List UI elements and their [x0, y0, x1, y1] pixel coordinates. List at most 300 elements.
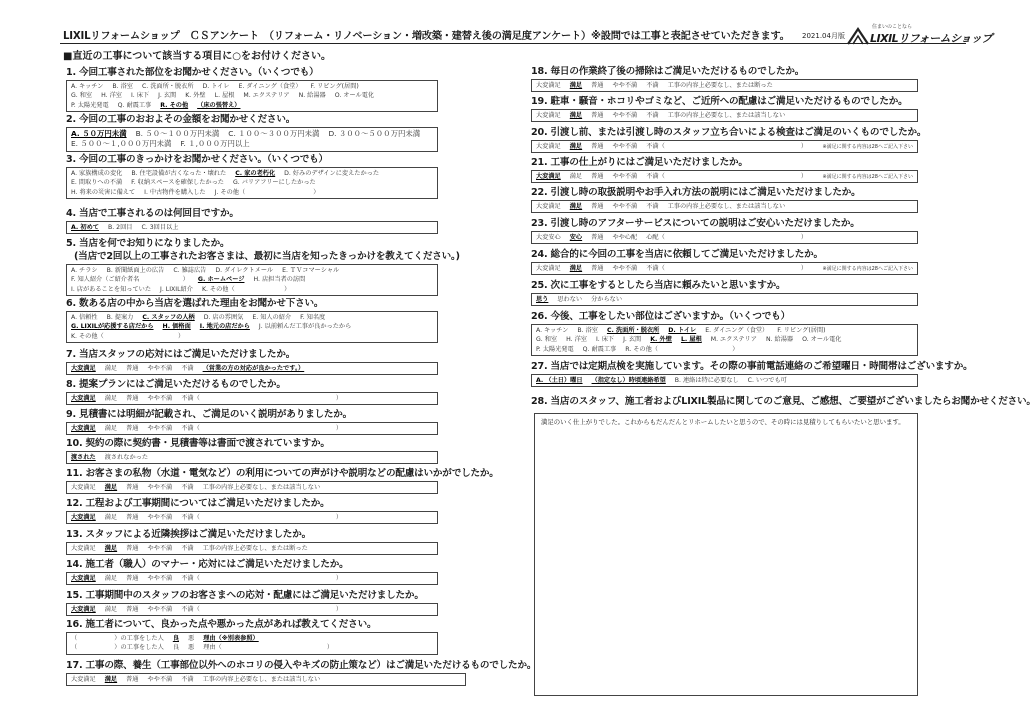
option[interactable]: F. リビング(居間)	[310, 83, 359, 90]
option[interactable]: H. 店担当者の訪問	[253, 276, 306, 284]
option[interactable]: E. ダイニング（食堂）	[705, 327, 769, 334]
answer-line	[71, 574, 433, 583]
option[interactable]: E. 知人の紹介	[252, 314, 292, 321]
option[interactable]: 大変満足	[71, 545, 96, 552]
option[interactable]: C. 洗面所・脱衣所	[141, 83, 194, 90]
option[interactable]: D. 好みのデザインに変えたかった	[284, 170, 380, 177]
selected-option[interactable]: K. 外壁	[650, 336, 672, 344]
answer-box	[66, 392, 438, 405]
question-title: 23. 引渡し時のアフターサービスについての説明はご安心いただけましたか。	[531, 218, 860, 229]
option[interactable]: （ ）の工事をした人	[71, 635, 164, 642]
option[interactable]: 工事の内容上必要なし、または該当しない	[202, 676, 321, 683]
question-q18	[531, 65, 918, 92]
option[interactable]: A. チラシ	[71, 267, 98, 274]
option[interactable]: B. 連絡は特に必要なし	[674, 377, 739, 384]
option[interactable]: 悪	[188, 635, 195, 642]
option[interactable]: F. １,０００万円以上	[180, 139, 250, 149]
answer-line	[536, 172, 913, 181]
selected-option[interactable]: I. 地元の店だから	[199, 323, 250, 331]
option[interactable]: 不満（ ）	[181, 425, 343, 432]
question-title: 25. 次に工事をするとしたら当店に頼みたいと思いますか。	[531, 280, 786, 291]
answer-line	[71, 605, 433, 614]
option[interactable]: F. リビング(居間)	[777, 327, 826, 334]
question-title: 26. 今後、工事をしたい部位はございますか。（いくつでも）	[531, 311, 790, 322]
option[interactable]: 良	[172, 644, 179, 652]
option[interactable]: E. ５００～１,０００万円未満	[71, 139, 172, 149]
option[interactable]: C. 3回目以上	[141, 224, 179, 231]
selected-option[interactable]: 満足	[569, 82, 583, 89]
answer-box	[66, 572, 438, 585]
question-title: 6. 数ある店の中から当店を選ばれた理由をお聞かせ下さい。	[66, 298, 324, 309]
answer-box	[531, 200, 918, 213]
option[interactable]: 工事の内容上必要なし、または該当しない	[667, 112, 786, 119]
answer-box	[66, 451, 438, 464]
question-q12	[66, 497, 438, 524]
logo-brand: LIXILリフォームショップ	[870, 32, 992, 45]
question-q25	[531, 279, 918, 306]
option[interactable]: 不満	[181, 545, 194, 552]
answer-line	[71, 82, 433, 91]
question-title: 11. お客さまの私物（水道・電気など）の利用についての声がけや説明などの配慮はいかがでしたか。	[66, 468, 499, 479]
question-q4	[66, 207, 438, 234]
option[interactable]: 工事の内容上必要なし、または該当しない	[667, 203, 786, 210]
option[interactable]: B. ５０～１００万円未満	[135, 129, 220, 138]
option[interactable]: やや不満	[147, 514, 173, 521]
option[interactable]: G. 和室	[71, 92, 93, 100]
option[interactable]: やや不満	[147, 575, 173, 582]
answer-box	[531, 140, 918, 153]
selected-option[interactable]: 大変満足	[71, 514, 96, 521]
option[interactable]: やや不満	[147, 676, 173, 683]
option[interactable]: 大変満足	[536, 143, 561, 150]
answer-line	[71, 394, 433, 403]
option[interactable]: J. その他（ ）	[214, 188, 320, 196]
option[interactable]: 不満	[646, 82, 659, 89]
selected-option[interactable]: A. （土日）曜日	[536, 377, 583, 384]
question-q22	[531, 186, 918, 213]
question-title: 7. 当店スタッフの応対にはご満足いただけましたか。	[66, 349, 296, 360]
option[interactable]: 大変満足	[536, 203, 561, 210]
question-q6	[66, 297, 438, 343]
selected-option[interactable]: 満足	[104, 545, 118, 552]
question-q14	[66, 558, 438, 585]
selected-option[interactable]: G. ホームページ	[197, 276, 245, 284]
option[interactable]: 普通	[591, 112, 604, 119]
option[interactable]: H. 洋室	[566, 336, 587, 344]
option[interactable]: A. キッチン	[536, 327, 569, 334]
option[interactable]: 工事の内容上必要なし、または断った	[202, 545, 308, 552]
option[interactable]: 悪	[188, 644, 195, 652]
question-title: 21. 工事の仕上がりにはご満足いただけましたか。	[531, 157, 748, 168]
option[interactable]: 大変満足	[71, 484, 96, 491]
option[interactable]: 不満（ ）	[646, 265, 808, 272]
answer-line	[536, 264, 913, 273]
option[interactable]: A. 家族構成の変化	[71, 170, 123, 177]
selected-option[interactable]: （指定なし）時頃連絡希望	[591, 377, 666, 384]
question-title: 18. 毎日の作業終了後の掃除はご満足いただけるものでしたか。	[531, 66, 805, 77]
answer-line	[71, 332, 433, 341]
option[interactable]: 不満（ ）	[181, 575, 343, 582]
form-version-date: 2021.04月版	[802, 32, 845, 40]
option[interactable]: 普通	[126, 395, 139, 402]
option[interactable]: A. 信頼性	[71, 314, 98, 321]
question-title: 13. スタッフによる近隣挨拶はご満足いただけましたか。	[66, 529, 311, 540]
selected-option[interactable]: C. 洗面所・脱衣所	[606, 327, 660, 334]
option[interactable]: E. ＴＶコマーシャル	[282, 267, 340, 274]
answer-line	[536, 335, 913, 344]
answer-line	[536, 345, 913, 354]
option[interactable]: やや不満	[147, 606, 173, 613]
answer-line	[71, 313, 433, 322]
option[interactable]: G. 和室	[536, 336, 558, 344]
selected-option[interactable]: A. 初めて	[71, 224, 99, 231]
question-title: 12. 工程および工事期間についてはご満足いただけましたか。	[66, 498, 330, 509]
answer-box	[531, 231, 918, 244]
option[interactable]: 大変安心	[536, 234, 561, 241]
option[interactable]: J. LIXIL紹介	[160, 285, 193, 293]
selected-option[interactable]: C. 家の老朽化	[235, 170, 276, 177]
option[interactable]: O. オール電化	[802, 336, 842, 344]
option[interactable]: D. トイレ	[202, 83, 230, 90]
answer-line	[71, 513, 433, 522]
option[interactable]: やや不満	[147, 395, 173, 402]
option[interactable]: A. キッチン	[71, 83, 104, 90]
answer-note: ※満足に関する内容は28へご記入下さい	[822, 174, 913, 180]
option[interactable]: M. エクステリア	[710, 336, 757, 344]
question-title: 20. 引渡し前、または引渡し時のスタッフ立ち合いによる検査はご満足のいくものでしたか。	[531, 127, 927, 138]
selected-option[interactable]: 大変満足	[536, 173, 561, 180]
option[interactable]: 普通	[126, 676, 139, 683]
question-title: 3. 今回の工事のきっかけをお聞かせください。（いくつでも）	[66, 154, 328, 165]
option[interactable]: H. 洋室	[101, 92, 122, 100]
option[interactable]: C. 雑誌広告	[173, 267, 207, 274]
selected-option[interactable]: 大変満足	[71, 395, 96, 402]
option[interactable]: R. その他（ ）	[625, 345, 739, 353]
answer-line	[71, 178, 433, 187]
option[interactable]: K. その他（ ）	[71, 332, 185, 340]
question-q26	[531, 310, 918, 356]
answer-line	[71, 169, 433, 178]
option[interactable]: やや不満	[612, 143, 638, 150]
question-title: 17. 工事の際、養生（工事部位以外へのホコリの侵入やキズの防止策など）はご満足いただけるものでしたか。	[66, 660, 537, 671]
answer-box	[66, 632, 438, 655]
answer-line	[71, 483, 433, 492]
question-q1	[66, 66, 438, 112]
option[interactable]: I. 床下	[130, 92, 150, 100]
question-q15	[66, 589, 438, 616]
answer-line	[71, 364, 433, 373]
option[interactable]: H. 将来の災害に備えて	[71, 188, 136, 196]
selected-option[interactable]: 満足	[569, 265, 583, 272]
selected-option[interactable]: 大変満足	[71, 606, 96, 613]
option[interactable]: 理由（ ）	[203, 644, 334, 652]
question-subtitle: (当店で2回以上の工事されたお客さまは、最初に当店を知ったきっかけを教えてください。)	[74, 251, 460, 262]
question-q10	[66, 437, 438, 464]
option[interactable]: 工事の内容上必要なし、または断った	[667, 82, 773, 89]
option[interactable]: 普通	[126, 514, 139, 521]
answer-line	[71, 223, 433, 232]
question-q21	[531, 156, 918, 183]
selected-option[interactable]: 大変満足	[71, 425, 96, 432]
option[interactable]: G. バリアフリーにしたかった	[232, 179, 316, 187]
option[interactable]: （ ）の工事をした人	[71, 644, 164, 652]
selected-option[interactable]: 大変満足	[71, 365, 96, 372]
answer-box	[66, 80, 438, 112]
option[interactable]: 不満（ ）	[181, 514, 343, 521]
option[interactable]: M. エクステリア	[243, 92, 290, 100]
option[interactable]: K. 外壁	[185, 92, 206, 100]
option[interactable]: 普通	[126, 365, 139, 372]
answer-box	[66, 127, 438, 152]
answer-line	[71, 275, 433, 284]
option[interactable]: E. ダイニング（食堂）	[238, 83, 302, 90]
selected-option[interactable]: A. ５０万円未満	[71, 129, 127, 138]
option[interactable]: 満足	[104, 395, 118, 402]
option[interactable]: N. 給湯器	[765, 336, 794, 344]
option[interactable]: 不満	[646, 203, 659, 210]
option[interactable]: 普通	[591, 82, 604, 89]
answer-line	[536, 233, 913, 242]
selected-option[interactable]: 満足	[569, 203, 583, 210]
question-q11	[66, 467, 499, 494]
option[interactable]: 大変満足	[71, 676, 96, 683]
selected-option[interactable]: 満足	[104, 676, 118, 683]
option[interactable]: やや不満	[612, 112, 638, 119]
selected-option[interactable]: 良	[172, 635, 179, 642]
option[interactable]: やや不満	[147, 484, 173, 491]
question-title: 24. 総合的に今回の工事を当店に依頼してご満足いただけましたか。	[531, 249, 823, 260]
option[interactable]: Q. 耐震工事	[117, 101, 152, 109]
option[interactable]: B. 浴室	[577, 327, 598, 334]
option[interactable]: L. 屋根	[214, 92, 235, 100]
selected-option[interactable]: （床の張替え）	[197, 101, 241, 109]
selected-option[interactable]: H. 価格面	[162, 323, 191, 331]
option[interactable]: E. 間取りへの不満	[71, 179, 123, 187]
answer-box	[66, 311, 438, 343]
question-q19	[531, 95, 918, 122]
answer-box	[66, 511, 438, 524]
option[interactable]: P. 太陽光発電	[536, 345, 574, 353]
question-title: 16. 施工者について、良かった点や悪かった点があれば教えてください。	[66, 619, 377, 630]
question-q17	[66, 659, 537, 686]
option[interactable]: 思わない	[557, 296, 583, 303]
option[interactable]: J. 玄関	[623, 336, 642, 344]
option[interactable]: F. 収納スペースを確保したかった	[131, 179, 224, 187]
option[interactable]: 大変満足	[536, 265, 561, 272]
option[interactable]: 普通	[591, 173, 604, 180]
question-q23	[531, 217, 918, 244]
selected-option[interactable]: 満足	[569, 112, 583, 119]
selected-option[interactable]: 理由（※別表参照）	[203, 635, 259, 642]
selected-option[interactable]: C. スタッフの人柄	[142, 314, 195, 321]
question-q16	[66, 618, 438, 655]
answer-box	[531, 374, 918, 387]
selected-option[interactable]: 安心	[569, 234, 583, 241]
option[interactable]: やや不満	[147, 545, 173, 552]
question-title: 8. 提案プランにはご満足いただけるものでしたか。	[66, 379, 286, 390]
option[interactable]: 不満（ ）	[181, 606, 343, 613]
option[interactable]: やや不満	[612, 265, 638, 272]
option[interactable]: D. ダイレクトメール	[215, 267, 274, 274]
header-divider	[60, 43, 966, 44]
answer-line	[71, 322, 433, 331]
question-title: 15. 工事期間中のスタッフのお客さまへの応対・配慮にはご満足いただけましたか。	[66, 590, 424, 601]
question-title: 5. 当店を何でお知りになりましたか。	[66, 238, 230, 249]
option[interactable]: P. 太陽光発電	[71, 101, 109, 109]
answer-box	[531, 293, 918, 306]
answer-box	[66, 673, 466, 686]
option[interactable]: C. いつでも可	[747, 377, 787, 384]
option[interactable]: 普通	[591, 234, 604, 241]
option[interactable]: 心配（ ）	[646, 234, 808, 241]
answer-box	[66, 221, 438, 234]
option[interactable]: D. ３００～５００万円未満	[328, 129, 421, 138]
answer-line	[71, 266, 433, 275]
answer-box	[66, 362, 438, 375]
option[interactable]: 普通	[126, 606, 139, 613]
answer-line	[536, 376, 913, 385]
option[interactable]: B. 住宅設備が古くなった・壊れた	[131, 170, 227, 177]
question-q20	[531, 126, 927, 153]
option[interactable]: I. 中古物件を購入した	[144, 188, 206, 196]
option[interactable]: やや不満	[147, 425, 173, 432]
option[interactable]: K. その他（ ）	[201, 285, 291, 293]
q28-answer-box[interactable]	[534, 413, 918, 696]
question-title: 10. 契約の際に契約書・見積書等は書面で渡されていますか。	[66, 438, 330, 449]
option[interactable]: O. オール電化	[334, 92, 375, 100]
option[interactable]: 普通	[591, 143, 604, 150]
question-title: 22. 引渡し時の取扱説明やお手入れ方法の説明にはご満足いただけましたか。	[531, 187, 861, 198]
option[interactable]: 満足	[104, 575, 118, 582]
option[interactable]: 普通	[126, 484, 139, 491]
option[interactable]: やや不満	[612, 203, 638, 210]
option[interactable]: 普通	[126, 545, 139, 552]
answer-box	[66, 264, 438, 296]
answer-line	[536, 142, 913, 151]
answer-line	[536, 202, 913, 211]
answer-line	[71, 129, 433, 139]
question-q13	[66, 528, 438, 555]
answer-line	[536, 326, 913, 335]
option[interactable]: B. 浴室	[112, 83, 133, 90]
option[interactable]: 普通	[126, 425, 139, 432]
answer-line	[536, 111, 913, 120]
answer-line	[71, 643, 433, 652]
option[interactable]: I. 床下	[595, 336, 615, 344]
option[interactable]: やや不満	[147, 365, 173, 372]
q28-answer-text: 満足のいく仕上がりでした。これからもだんだんとリホームしたいと思うので、その時には見積りしてもらいたいと思います。	[541, 418, 905, 426]
option[interactable]: やや不満	[612, 173, 638, 180]
answer-line	[71, 188, 433, 197]
selected-option[interactable]: 大変満足	[71, 575, 96, 582]
answer-box	[66, 481, 438, 494]
selected-option[interactable]: 渡された	[71, 454, 96, 461]
selected-option[interactable]: L. 屋根	[680, 336, 702, 344]
logo-tagline: 住まいのことなら	[872, 24, 913, 30]
selected-option[interactable]: 満足	[569, 143, 583, 150]
selected-option[interactable]: 思う	[536, 296, 549, 303]
answer-line	[71, 544, 433, 553]
option[interactable]: 普通	[591, 203, 604, 210]
question-title: 14. 施工者（職人）のマナー・応対にはご満足いただけましたか。	[66, 559, 349, 570]
question-q8	[66, 378, 438, 405]
answer-box	[531, 109, 918, 122]
question-q9	[66, 408, 438, 435]
option[interactable]: J. 玄関	[158, 92, 177, 100]
answer-box	[66, 542, 438, 555]
option[interactable]: I. 店があることを知っていた	[71, 285, 152, 293]
selected-option[interactable]: R. その他	[160, 101, 189, 109]
answer-box	[531, 324, 918, 356]
answer-line	[536, 81, 913, 90]
question-q27	[531, 360, 973, 387]
option[interactable]: 不満	[181, 484, 194, 491]
option[interactable]: 不満（ ）	[181, 395, 343, 402]
option[interactable]: 大変満足	[536, 82, 561, 89]
option[interactable]: 大変満足	[536, 112, 561, 119]
answer-box	[66, 422, 438, 435]
option[interactable]: 不満	[646, 112, 659, 119]
option[interactable]: B. 新聞紙面上の広告	[106, 267, 165, 274]
option[interactable]: B. 提案力	[106, 314, 134, 321]
option[interactable]: 満足	[104, 365, 118, 372]
option[interactable]: 普通	[591, 265, 604, 272]
option[interactable]: 渡されなかった	[104, 454, 149, 461]
instruction-text: ■直近の工事について該当する項目に○をお付けください。	[63, 51, 331, 62]
answer-box	[66, 167, 438, 199]
answer-box	[531, 262, 918, 275]
answer-note: ※満足に関する内容は28へご記入下さい	[822, 144, 913, 150]
option[interactable]: N. 給湯器	[298, 92, 326, 100]
option[interactable]: 分からない	[591, 296, 623, 303]
option[interactable]: 満足	[104, 425, 118, 432]
option[interactable]: 満足	[104, 514, 118, 521]
selected-option[interactable]: G. LIXILが応援する店だから	[71, 323, 154, 331]
option[interactable]: やや心配	[612, 234, 638, 241]
question-q3	[66, 153, 438, 199]
selected-option[interactable]: （営業の方の対応が良かったです。）	[202, 365, 305, 372]
selected-option[interactable]: 満足	[104, 484, 118, 491]
option[interactable]: C. １００～３００万円未満	[228, 129, 320, 138]
option[interactable]: 普通	[126, 575, 139, 582]
option[interactable]: やや不満	[612, 82, 638, 89]
option[interactable]: 不満	[181, 365, 194, 372]
selected-option[interactable]: D. トイレ	[668, 327, 697, 334]
question-title: 19. 駐車・騒音・ホコリやゴミなど、ご近所への配慮はご満足いただけるものでしたか。	[531, 96, 908, 107]
option[interactable]: 工事の内容上必要なし、または該当しない	[202, 484, 321, 491]
option[interactable]: 満足	[569, 173, 583, 180]
option[interactable]: 満足	[104, 606, 118, 613]
option[interactable]: 不満（ ）	[646, 143, 808, 150]
answer-line	[536, 295, 913, 304]
survey-title: LIXILリフォームショップ ＣＳアンケート （リフォーム・リノベーション・増改築・建替え後の満足度アンケート）※設問では工事と表記させていただきます。	[63, 31, 790, 42]
answer-box	[66, 603, 438, 616]
option[interactable]: 不満	[181, 676, 194, 683]
option[interactable]: J. 以前頼んだ工事が良かったから	[258, 323, 352, 331]
option[interactable]: B. 2回目	[107, 224, 133, 231]
answer-box	[531, 170, 918, 183]
option[interactable]: F. 知人紹介（ご紹介者名 ）	[71, 276, 189, 284]
answer-line	[71, 453, 433, 462]
option[interactable]: F. 知名度	[300, 314, 326, 321]
option[interactable]: D. 店の雰囲気	[203, 314, 244, 321]
question-title: 2. 今回の工事のおおよその金額をお聞かせください。	[66, 114, 296, 125]
answer-line	[71, 139, 433, 149]
option[interactable]: 不満（ ）	[646, 173, 808, 180]
answer-line	[71, 634, 433, 643]
answer-box	[531, 79, 918, 92]
option[interactable]: Q. 耐震工事	[582, 345, 617, 353]
